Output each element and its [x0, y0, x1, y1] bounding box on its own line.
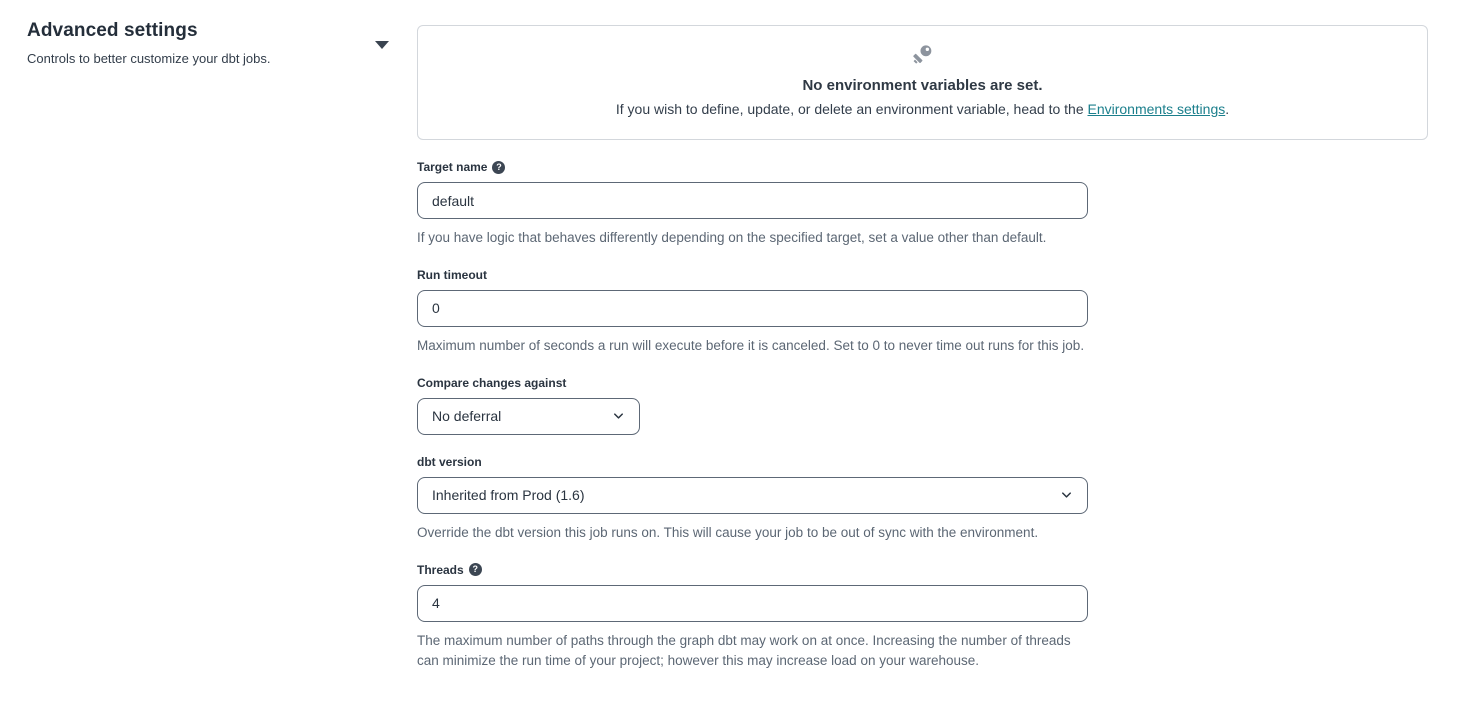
- section-header: [27, 20, 417, 671]
- env-card-message-prefix: If you wish to define, update, or delete an environment variable, head to the: [615, 101, 1088, 117]
- threads-help-icon[interactable]: ?: [469, 563, 482, 576]
- environment-variables-card: [417, 25, 1428, 140]
- threads-group: [417, 563, 1428, 671]
- env-card-title: No environment variables are set.: [802, 77, 1043, 94]
- chevron-down-icon: [1059, 488, 1074, 503]
- target-name-group: [417, 160, 1428, 248]
- environments-settings-link[interactable]: Environments settings: [1087, 101, 1226, 117]
- collapse-section-caret-icon[interactable]: [375, 41, 389, 49]
- threads-label: Threads: [417, 562, 464, 577]
- target-name-input[interactable]: [417, 182, 1088, 219]
- key-icon: [913, 44, 933, 66]
- dbt-version-label: dbt version: [417, 454, 482, 469]
- env-card-message-suffix: .: [1225, 101, 1230, 117]
- threads-input[interactable]: [417, 585, 1088, 622]
- settings-form: [417, 20, 1428, 671]
- dbt-version-group: [417, 455, 1428, 543]
- run-timeout-input[interactable]: [417, 290, 1088, 327]
- threads-helper: The maximum number of paths through the graph dbt may work on at once. Increasing the number of threads can minimize the run time of your project; however this may increase load on your warehouse.: [417, 632, 1071, 668]
- target-name-help-icon[interactable]: ?: [492, 161, 505, 174]
- page-title: Advanced settings: [27, 20, 198, 41]
- dbt-version-select[interactable]: [417, 477, 1088, 514]
- env-card-message: [438, 101, 1407, 117]
- dbt-version-selected-value: Inherited from Prod (1.6): [432, 487, 585, 504]
- page-subtitle: Controls to better customize your dbt jobs.: [27, 51, 271, 66]
- compare-changes-group: [417, 376, 1428, 435]
- compare-changes-select[interactable]: [417, 398, 640, 435]
- run-timeout-label: Run timeout: [417, 267, 487, 282]
- chevron-down-icon: [611, 409, 626, 424]
- target-name-helper: If you have logic that behaves differently depending on the specified target, set a value other than default.: [417, 230, 1047, 245]
- run-timeout-group: [417, 268, 1428, 356]
- run-timeout-helper: Maximum number of seconds a run will execute before it is canceled. Set to 0 to never time out runs for this job.: [417, 337, 1085, 353]
- compare-changes-selected-value: No deferral: [432, 408, 502, 425]
- compare-changes-label: Compare changes against: [417, 375, 567, 390]
- dbt-version-helper: Override the dbt version this job runs on. This will cause your job to be out of sync with the environment.: [417, 524, 1039, 540]
- target-name-label: Target name: [417, 160, 488, 174]
